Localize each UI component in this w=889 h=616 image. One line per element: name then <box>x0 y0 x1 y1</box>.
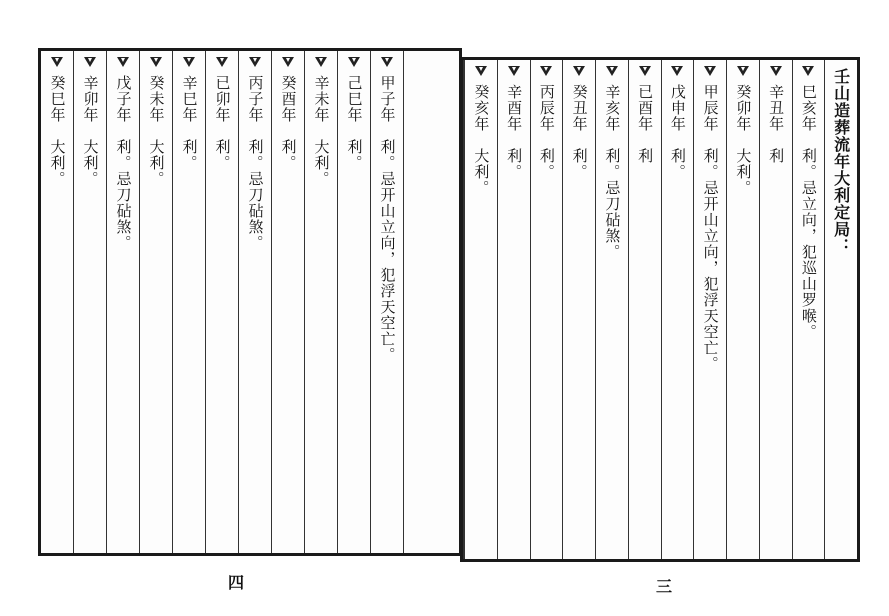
triangle-mark-icon <box>802 66 814 76</box>
entry-column <box>628 60 661 559</box>
triangle-mark-icon <box>117 57 129 67</box>
entry-text: 癸酉年 利。 <box>279 75 298 171</box>
right-page <box>460 57 860 562</box>
triangle-mark-icon <box>150 57 162 67</box>
page-number-right: 三 <box>656 577 673 596</box>
triangle-mark-icon <box>704 66 716 76</box>
entry-text: 癸卯年 大利。 <box>734 84 753 196</box>
entry-text: 癸巳年 大利。 <box>48 75 67 187</box>
entry-column <box>140 51 173 553</box>
entry-text: 已卯年 利。 <box>213 75 232 171</box>
entry-column <box>562 60 595 559</box>
entry-text: 辛卯年 大利。 <box>81 75 100 187</box>
entry-column <box>661 60 694 559</box>
entry-text: 巳亥年 利。忌立向，犯巡山罗喉。 <box>799 84 818 340</box>
entry-text: 甲子年 利。忌开山立向，犯浮天空亡。 <box>378 75 397 363</box>
entry-column <box>41 51 74 553</box>
triangle-mark-icon <box>249 57 261 67</box>
entry-column <box>792 60 825 559</box>
triangle-mark-icon <box>671 66 683 76</box>
entry-column <box>107 51 140 553</box>
entry-column <box>759 60 792 559</box>
entry-column <box>464 60 497 559</box>
triangle-mark-icon <box>606 66 618 76</box>
triangle-mark-icon <box>216 57 228 67</box>
blank-column <box>404 51 459 553</box>
entry-column <box>272 51 305 553</box>
entry-text: 辛酉年 利。 <box>505 84 524 180</box>
entry-column <box>173 51 206 553</box>
entry-column <box>239 51 272 553</box>
entry-text: 癸丑年 利。 <box>570 84 589 180</box>
entry-column <box>530 60 563 559</box>
triangle-mark-icon <box>183 57 195 67</box>
triangle-mark-icon <box>381 57 393 67</box>
triangle-mark-icon <box>348 57 360 67</box>
entry-text: 辛丑年 利 <box>767 84 786 164</box>
left-page <box>38 48 462 556</box>
entry-column <box>693 60 726 559</box>
triangle-mark-icon <box>84 57 96 67</box>
triangle-mark-icon <box>540 66 552 76</box>
entry-text: 戊子年 利。忌刀砧煞。 <box>114 75 133 251</box>
entry-text: 己巳年 利。 <box>345 75 364 171</box>
entry-text: 癸亥年 大利。 <box>472 84 491 196</box>
triangle-mark-icon <box>573 66 585 76</box>
triangle-mark-icon <box>770 66 782 76</box>
entry-column <box>338 51 371 553</box>
triangle-mark-icon <box>315 57 327 67</box>
entry-text: 已酉年 利 <box>636 84 655 164</box>
entry-column <box>497 60 530 559</box>
entry-column <box>206 51 239 553</box>
entry-text: 丙辰年 利。 <box>537 84 556 180</box>
entry-text: 丙子年 利。忌刀砧煞。 <box>246 75 265 251</box>
title-column <box>824 60 857 559</box>
left-page-columns <box>41 51 459 553</box>
triangle-mark-icon <box>639 66 651 76</box>
triangle-mark-icon <box>282 57 294 67</box>
entry-column <box>371 51 404 553</box>
triangle-mark-icon <box>475 66 487 76</box>
entry-column <box>74 51 107 553</box>
entry-text: 辛亥年 利。忌刀砧煞。 <box>603 84 622 260</box>
entry-text: 辛未年 大利。 <box>312 75 331 187</box>
page-title: 壬山造葬流年大利定局： <box>831 68 851 255</box>
triangle-mark-icon <box>508 66 520 76</box>
triangle-mark-icon <box>737 66 749 76</box>
entry-column <box>305 51 338 553</box>
right-page-columns <box>463 60 857 559</box>
entry-column <box>595 60 628 559</box>
entry-text: 癸未年 大利。 <box>147 75 166 187</box>
entry-text: 戊申年 利。 <box>668 84 687 180</box>
page-number-left: 四 <box>228 573 245 592</box>
entry-text: 辛巳年 利。 <box>180 75 199 171</box>
entry-column <box>726 60 759 559</box>
triangle-mark-icon <box>51 57 63 67</box>
entry-text: 甲辰年 利。忌开山立向，犯浮天空亡。 <box>701 84 720 372</box>
